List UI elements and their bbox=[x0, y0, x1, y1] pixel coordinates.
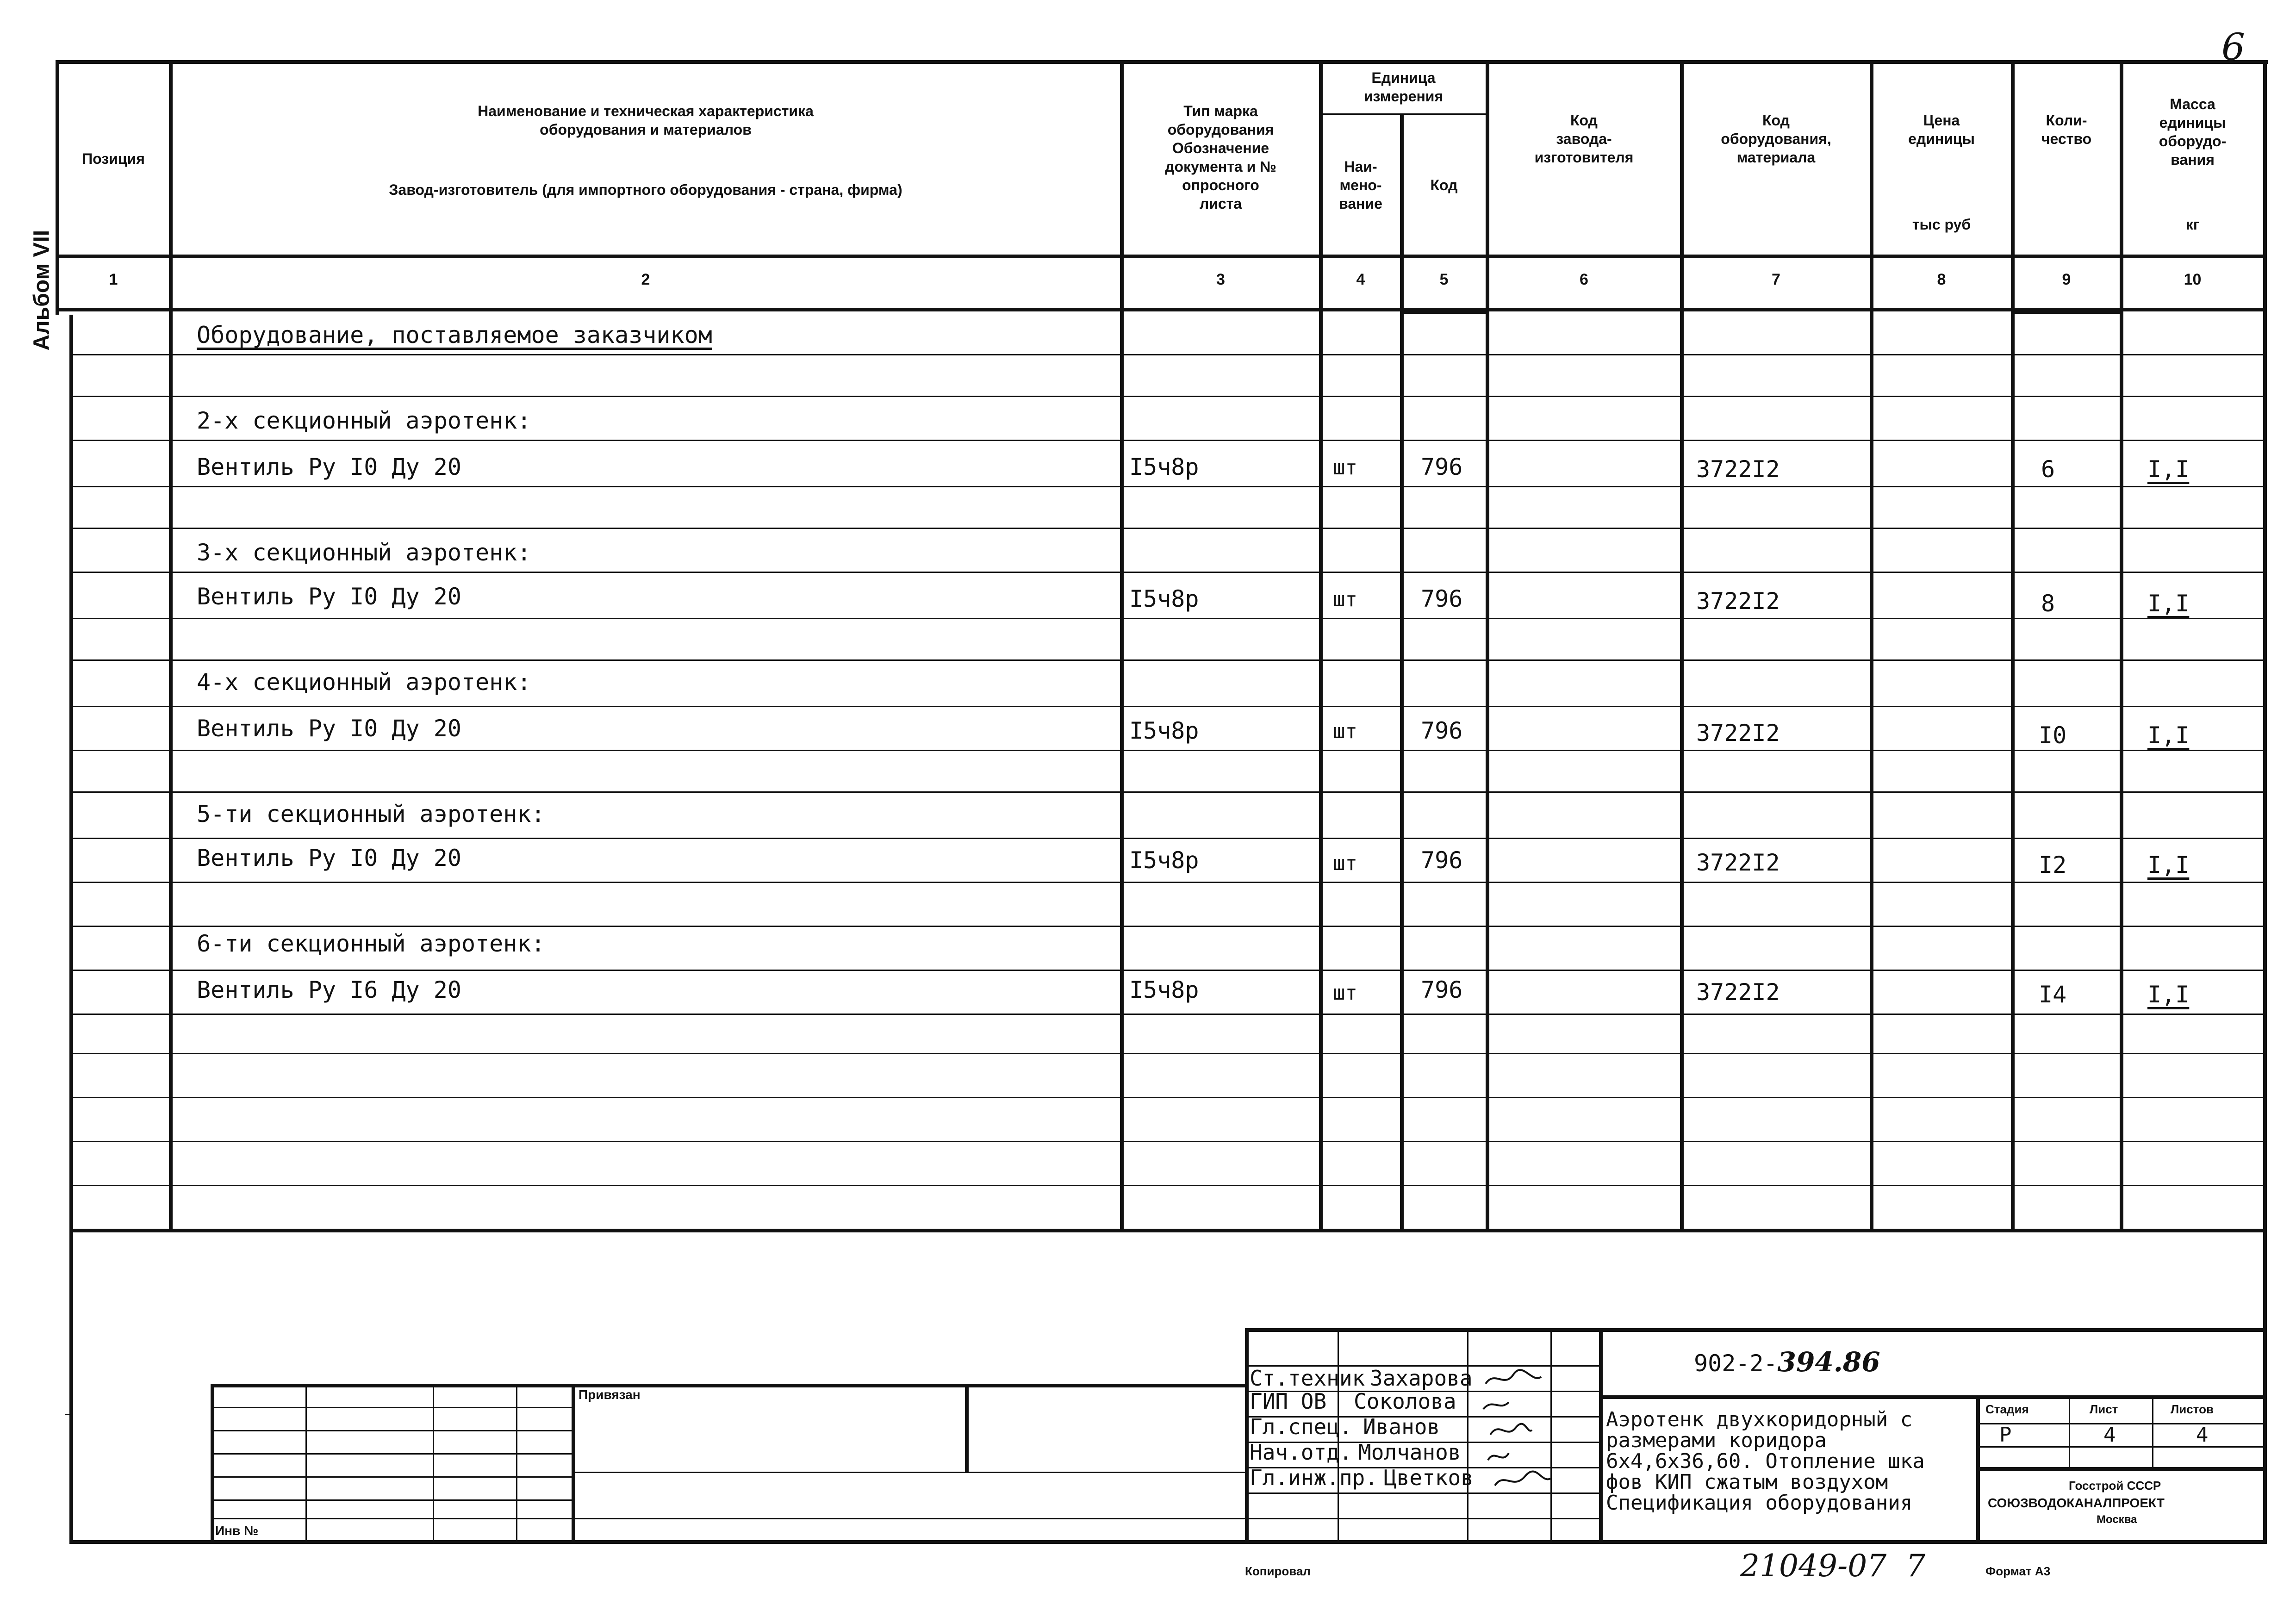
column-number: 4 bbox=[1356, 271, 1365, 288]
item-name: Вентиль Ру I0 Ду 20 bbox=[197, 454, 461, 480]
item-type: I5ч8р bbox=[1129, 717, 1199, 744]
item-mass: I,I bbox=[2147, 456, 2190, 483]
header-unit-group: Единица измерения bbox=[1363, 69, 1444, 105]
header-position: Позиция bbox=[82, 150, 145, 167]
title-line: 6х4,6х36,60. Отопление шка bbox=[1606, 1449, 1925, 1473]
signer-name: Соколова bbox=[1354, 1389, 1456, 1414]
item-type: I5ч8р bbox=[1129, 585, 1199, 612]
column-number: 7 bbox=[1772, 271, 1780, 288]
item-name: Вентиль Ру I0 Ду 20 bbox=[197, 715, 461, 742]
org-city: Москва bbox=[2097, 1513, 2137, 1526]
group-title: 3-х секционный аэротенк: bbox=[197, 539, 531, 566]
copied-label: Копировал bbox=[1245, 1564, 1311, 1578]
column-number: 3 bbox=[1216, 271, 1225, 288]
item-quantity: I0 bbox=[2039, 722, 2067, 749]
item-quantity: 6 bbox=[2041, 456, 2055, 483]
signer-role: Гл.спец. bbox=[1250, 1414, 1352, 1439]
header-type: Тип марка оборудования Обозначение документа и № опросного листа bbox=[1165, 103, 1276, 212]
group-title: 4-х секционный аэротенк: bbox=[197, 669, 531, 696]
item-name: Вентиль Ру I6 Ду 20 bbox=[197, 976, 461, 1003]
item-name: Вентиль Ру I0 Ду 20 bbox=[197, 583, 461, 610]
item-quantity: I4 bbox=[2039, 981, 2067, 1008]
signer-name: Цветков bbox=[1384, 1465, 1474, 1490]
page-number: 6 bbox=[2221, 25, 2245, 68]
column-number: 9 bbox=[2062, 271, 2071, 288]
signer-role: ГИП ОВ bbox=[1250, 1389, 1327, 1414]
item-type: I5ч8р bbox=[1129, 847, 1199, 874]
item-name: Вентиль Ру I0 Ду 20 bbox=[197, 845, 461, 871]
item-mass: I,I bbox=[2147, 981, 2190, 1008]
item-mass: I,I bbox=[2147, 722, 2190, 749]
signer-role: Нач.отд. bbox=[1250, 1440, 1352, 1465]
item-unit: шт bbox=[1333, 852, 1357, 875]
item-type: I5ч8р bbox=[1129, 454, 1199, 480]
item-material-code: 3722I2 bbox=[1696, 849, 1780, 876]
item-material-code: 3722I2 bbox=[1696, 720, 1780, 746]
title-line: размерами коридора bbox=[1606, 1429, 1827, 1452]
column-number: 5 bbox=[1439, 271, 1449, 288]
column-number: 10 bbox=[2184, 271, 2202, 288]
item-unit: шт bbox=[1333, 981, 1357, 1005]
signatures-icon bbox=[1481, 1365, 1601, 1495]
title-line: Спецификация оборудования bbox=[1606, 1491, 1913, 1515]
column-number: 1 bbox=[109, 271, 118, 288]
item-material-code: 3722I2 bbox=[1696, 588, 1780, 615]
header-mass-unit: кг bbox=[2185, 216, 2200, 233]
header-name: Наименование и техническая характеристика оборудования и материалов bbox=[478, 103, 814, 138]
header-factory-code: Код завода- изготовителя bbox=[1534, 112, 1634, 166]
document-code-prefix: 902-2- bbox=[1694, 1350, 1778, 1377]
item-unit-code: 796 bbox=[1421, 717, 1463, 744]
sheets-label: Листов bbox=[2171, 1402, 2214, 1416]
org-name: СОЮЗВОДОКАНАЛПРОЕКТ bbox=[1988, 1496, 2165, 1510]
item-type: I5ч8р bbox=[1129, 976, 1199, 1003]
item-material-code: 3722I2 bbox=[1696, 456, 1780, 483]
item-unit-code: 796 bbox=[1421, 976, 1463, 1003]
column-number: 8 bbox=[1937, 271, 1946, 288]
item-quantity: I2 bbox=[2039, 852, 2067, 878]
archive-number: 21049-07 7 bbox=[1740, 1548, 1926, 1584]
sheet-label: Лист bbox=[2090, 1402, 2118, 1416]
header-mass: Масса единицы оборудо- вания bbox=[2159, 96, 2227, 168]
document-code-number: 394.86 bbox=[1777, 1346, 1880, 1378]
sheet-value: 4 bbox=[2103, 1423, 2116, 1447]
side-label: Альбом VII bbox=[29, 230, 54, 351]
column-number: 2 bbox=[641, 271, 650, 288]
header-quantity: Коли- чество bbox=[2041, 112, 2092, 147]
section-title: Оборудование, поставляемое заказчиком bbox=[197, 322, 712, 348]
header-unit-name: Наи- мено- вание bbox=[1339, 158, 1382, 212]
header-price-unit: тыс руб bbox=[1912, 216, 1971, 233]
stage-value: Р bbox=[1999, 1423, 2012, 1447]
org-ministry: Госстрой СССР bbox=[2069, 1479, 2161, 1492]
item-quantity: 8 bbox=[2041, 590, 2055, 617]
group-title: 6-ти секционный аэротенк: bbox=[197, 930, 545, 957]
header-price: Цена единицы bbox=[1908, 112, 1975, 147]
group-title: 5-ти секционный аэротенк: bbox=[197, 801, 545, 827]
item-unit-code: 796 bbox=[1421, 454, 1463, 480]
item-mass: I,I bbox=[2147, 590, 2190, 617]
stage-label: Стадия bbox=[1985, 1402, 2029, 1416]
column-number: 6 bbox=[1580, 271, 1588, 288]
header-manufacturer: Завод-изготовитель (для импортного оборудования - страна, фирма) bbox=[389, 181, 902, 198]
group-title: 2-х секционный аэротенк: bbox=[197, 407, 531, 434]
header-unit-code: Код bbox=[1430, 177, 1458, 193]
inventory-number-label: Инв № bbox=[215, 1524, 259, 1538]
item-mass: I,I bbox=[2147, 852, 2190, 878]
title-line: Аэротенк двухкоридорный с bbox=[1606, 1408, 1913, 1431]
signer-role: Гл.инж.пр. bbox=[1250, 1465, 1378, 1490]
item-unit-code: 796 bbox=[1421, 847, 1463, 874]
format-label: Формат А3 bbox=[1985, 1564, 2051, 1578]
item-unit: шт bbox=[1333, 456, 1357, 479]
title-line: фов КИП сжатым воздухом bbox=[1606, 1470, 1888, 1494]
signer-name: Захарова bbox=[1370, 1366, 1473, 1391]
signer-role: Ст.техник bbox=[1250, 1366, 1365, 1391]
header-material-code: Код оборудования, материала bbox=[1721, 112, 1831, 166]
signer-name: Иванов bbox=[1363, 1414, 1440, 1439]
item-unit: шт bbox=[1333, 588, 1357, 611]
item-unit-code: 796 bbox=[1421, 585, 1463, 612]
item-unit: шт bbox=[1333, 720, 1357, 743]
sheets-value: 4 bbox=[2196, 1423, 2209, 1447]
item-material-code: 3722I2 bbox=[1696, 979, 1780, 1006]
signer-name: Молчанов bbox=[1358, 1440, 1461, 1465]
document-code bbox=[1694, 1346, 1880, 1378]
binding-label: Привязан bbox=[579, 1387, 641, 1402]
